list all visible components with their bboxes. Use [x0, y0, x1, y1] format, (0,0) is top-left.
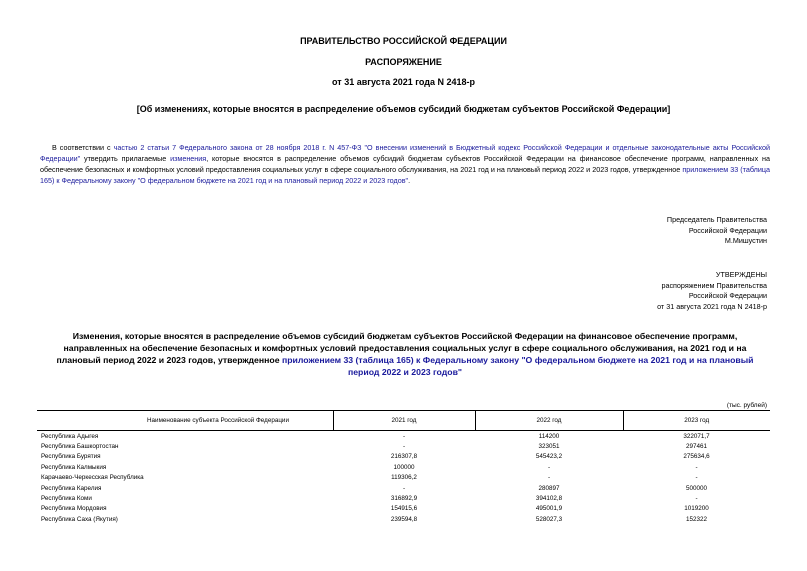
region-cell: Карачаево-Черкесская Республика	[41, 474, 144, 482]
decree-paragraph	[40, 142, 770, 186]
value-2021-cell: 216307,8	[390, 453, 418, 461]
table-row	[37, 431, 770, 442]
changes-link[interactable]: изменения	[170, 154, 207, 163]
region-cell: Республика Адыгея	[41, 432, 99, 440]
approved-block	[657, 270, 767, 312]
value-2023-cell: -	[695, 495, 698, 503]
approved-line-3: Российской Федерации	[688, 291, 767, 300]
approved-line-4: от 31 августа 2021 года N 2418-р	[657, 301, 767, 311]
region-cell: Республика Бурятия	[41, 453, 101, 461]
region-cell: Республика Саха (Якутия)	[41, 515, 118, 523]
value-2023-cell: 297461	[685, 443, 707, 451]
value-2022-cell: 280897	[538, 484, 560, 492]
subject-heading: [Об изменениях, которые вносятся в распределение объемов субсидий бюджетам субъектов Российской Федерации]	[136, 104, 671, 114]
value-2023-cell: 500000	[685, 484, 707, 492]
value-2022-cell: 528027,3	[535, 515, 563, 523]
header-2023: 2023 год	[623, 411, 770, 431]
value-2021-cell: -	[402, 484, 406, 492]
value-2021-cell: 316892,9	[390, 495, 418, 503]
table-row	[37, 473, 770, 483]
paragraph-text-3: , которые вносятся в распределение объемов субсидий бюджетам субъектов Российской Федерации на финансовое обеспечение программ, направленных на обеспечение безопасных и комфортных условий предоставления социальных услуг в сфере социального обслуживания, на 2021 год и на плановый период 2022 и 2023 годов, утвержденное	[40, 154, 770, 174]
signature-title: Председатель Правительства	[666, 215, 767, 224]
changes-title	[55, 330, 755, 378]
signature-title-2: Российской Федерации	[688, 225, 767, 235]
table-header-row	[37, 411, 770, 431]
paragraph-text-1: В соответствии с	[52, 143, 114, 152]
value-2022-cell: 323051	[538, 443, 560, 451]
value-2021-cell: -	[402, 443, 406, 451]
region-cell: Республика Башкортостан	[41, 443, 119, 451]
government-heading: ПРАВИТЕЛЬСТВО РОССИЙСКОЙ ФЕДЕРАЦИИ	[300, 36, 507, 46]
value-2021-cell: -	[402, 432, 406, 440]
appendix-link[interactable]: приложением 33 (таблица 165) к Федеральному закону "О федеральном бюджете на 2021 год и на плановый период 2022 и 2023 годов"	[40, 165, 770, 185]
value-2023-cell: 322071,7	[683, 432, 710, 440]
approved-line-2: распоряжением Правительства	[661, 280, 767, 290]
signature-block	[667, 215, 767, 247]
value-2022-cell: -	[547, 474, 551, 482]
value-2022-cell: 545423,2	[535, 453, 563, 461]
paragraph-text-4: .	[408, 176, 411, 185]
region-cell: Республика Мордовия	[41, 505, 107, 513]
value-2021-cell: 239594,8	[390, 515, 418, 523]
value-2023-cell: -	[695, 463, 698, 471]
law-link[interactable]: частью 2 статьи 7 Федерального закона от 28 ноября 2018 г. N 457-ФЗ "О внесении изменений в Бюджетный кодекс Российской Федерации и отдельные законодательные акты Российской Федерации"	[40, 143, 770, 163]
table-row	[37, 514, 770, 524]
date-number-heading: от 31 августа 2021 года N 2418-р	[332, 77, 475, 87]
region-cell: Республика Калмыкия	[41, 463, 107, 471]
approved-label: УТВЕРЖДЕНЫ	[715, 270, 767, 279]
value-2023-cell: -	[695, 474, 698, 482]
table-row	[37, 483, 770, 493]
region-cell: Республика Карелия	[41, 484, 102, 492]
region-cell: Республика Коми	[41, 495, 92, 503]
table-row	[37, 462, 770, 472]
subsidy-table	[37, 410, 770, 525]
value-2021-cell: 154915,6	[390, 505, 418, 513]
signature-name: М.Мишустин	[724, 236, 767, 245]
value-2021-cell: 119306,2	[391, 474, 417, 482]
title-text: Изменения, которые вносятся в распределение объемов субсидий бюджетам субъектов Российской Федерации на финансовое обеспечение программ, направленных на обеспечение безопасных и комфортных условий предоставления социальных услуг в сфере социального обслуживания, на 2021 год и на плановый период 2022 и 2023 годов, утвержденное	[56, 331, 747, 365]
value-2022-cell: -	[547, 463, 551, 471]
table-row	[37, 504, 770, 514]
units-label: (тыс. рублей)	[726, 402, 767, 409]
header-region: Наименование субъекта Российской Федерации	[37, 411, 333, 431]
value-2021-cell: 100000	[393, 463, 415, 471]
value-2023-cell: 1019200	[684, 505, 709, 513]
value-2023-cell: 152322	[685, 515, 707, 523]
doc-type-heading: РАСПОРЯЖЕНИЕ	[365, 57, 442, 67]
table-row	[37, 452, 770, 462]
title-appendix-link[interactable]: приложением 33 (таблица 165) к Федеральному закону "О федеральном бюджете на 2021 год и на плановый период 2022 и 2023 годов"	[281, 355, 754, 377]
header-2022: 2022 год	[475, 411, 623, 431]
value-2022-cell: 394102,8	[535, 495, 563, 503]
table-row	[37, 441, 770, 451]
value-2022-cell: 114200	[538, 432, 560, 440]
value-2023-cell: 275634,6	[683, 453, 710, 461]
value-2022-cell: 495001,9	[535, 505, 563, 513]
paragraph-text-2: утвердить прилагаемые	[80, 154, 171, 163]
header-2021: 2021 год	[333, 411, 475, 431]
table-row	[37, 493, 770, 503]
